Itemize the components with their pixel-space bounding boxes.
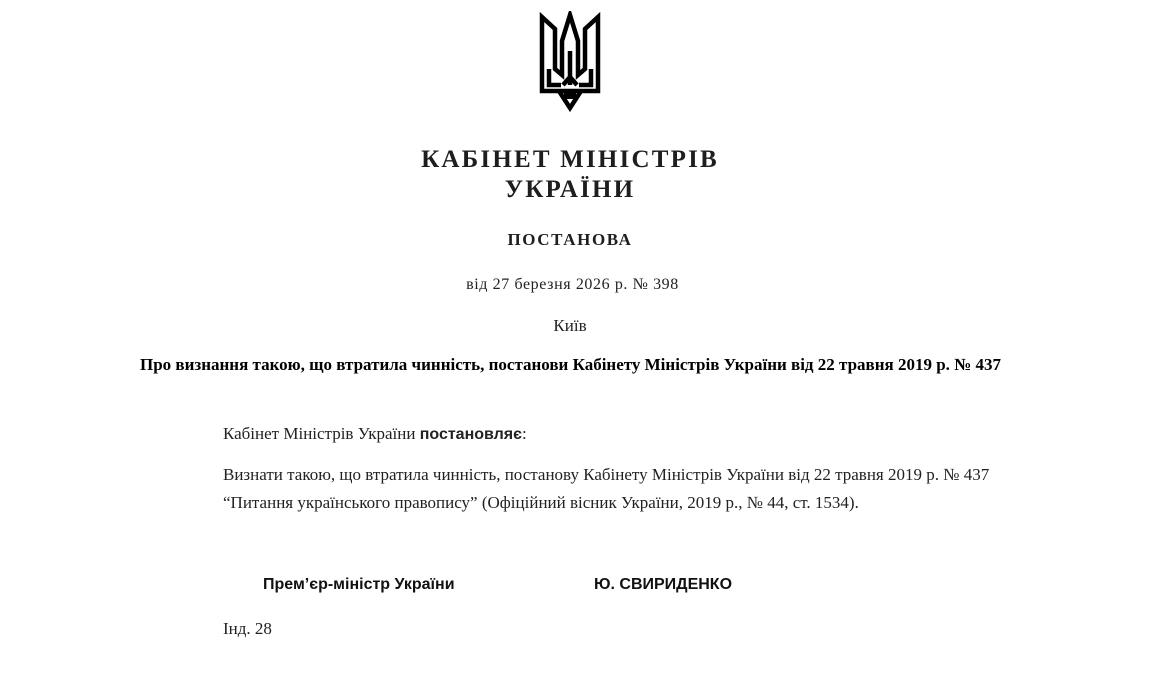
preamble [223, 420, 1063, 449]
document-index: Інд. 28 [223, 619, 272, 638]
document-city: Київ [553, 316, 587, 335]
document-date: від 27 березня 2026 р. № 398 [466, 276, 679, 293]
org-name-line1: КАБІНЕТ МІНІСТРІВ [421, 146, 719, 173]
tryzub-icon [537, 11, 603, 112]
preamble-text: Кабінет Міністрів України [223, 424, 420, 443]
preamble-bold-word: постановляє [419, 426, 522, 443]
document-title: Про визнання такою, що втратила чинність, постанови Кабінету Міністрів України від 22 травня 2019 р. № 437 [139, 355, 1002, 374]
resolution-paragraph [223, 461, 1063, 517]
org-name-line2: УКРАЇНИ [504, 176, 636, 203]
document-type: ПОСТАНОВА [507, 230, 633, 249]
signatory-position: Прем’єр-міністр України [263, 576, 455, 593]
signatory-name: Ю. СВИРИДЕНКО [594, 576, 733, 593]
resolution-line1: Визнати такою, що втратила чинність, постанову Кабінету Міністрів України від 22 травня 2019 р. № 437 [223, 465, 990, 484]
resolution-line2: “Питання українського правопису” (Офіційний вісник України, 2019 р., № 44, ст. 1534). [223, 493, 859, 512]
preamble-end: : [521, 424, 527, 443]
